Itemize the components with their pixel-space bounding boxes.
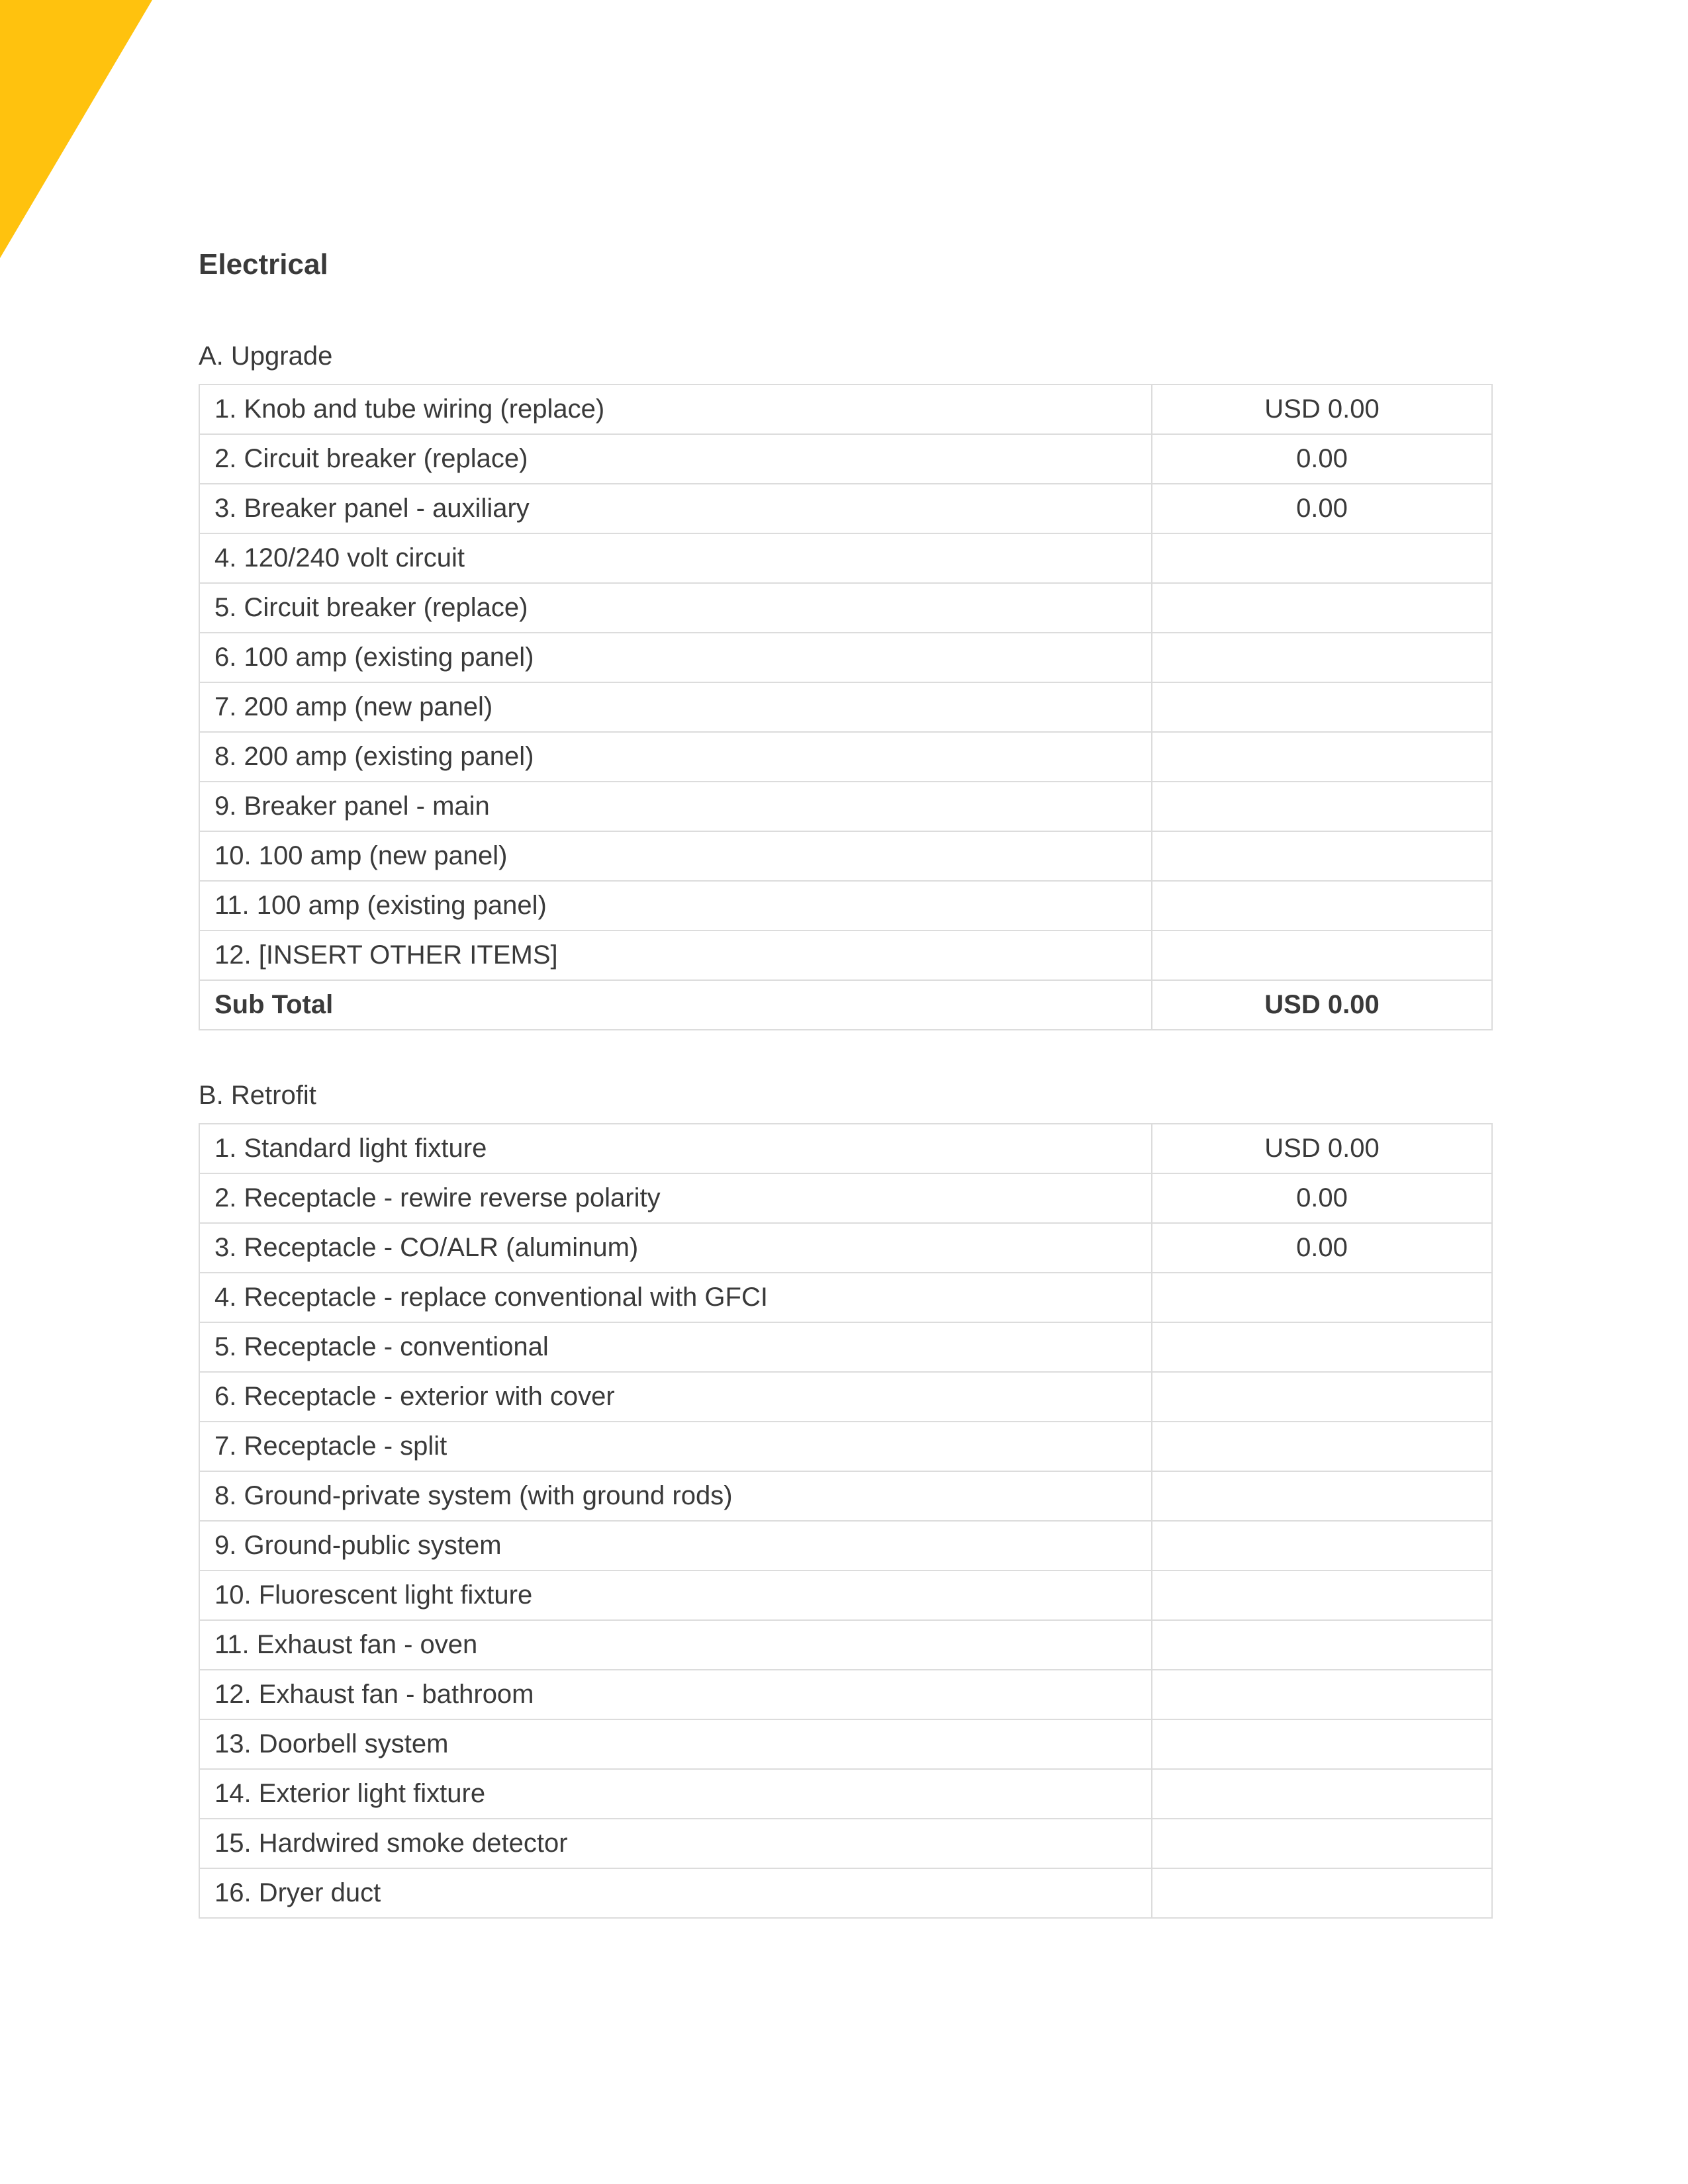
table-row	[199, 1471, 1492, 1521]
document-body	[199, 245, 1460, 1919]
amount-cell	[1152, 1521, 1492, 1570]
amount-cell	[1152, 931, 1492, 980]
item-cell: 11. Exhaust fan - oven	[199, 1620, 1152, 1670]
amount-cell	[1152, 1769, 1492, 1819]
amount-cell	[1152, 1719, 1492, 1769]
item-cell: 11. 100 amp (existing panel)	[199, 881, 1152, 931]
item-cell: 3. Receptacle - CO/ALR (aluminum)	[199, 1223, 1152, 1273]
item-cell: 16. Dryer duct	[199, 1868, 1152, 1918]
amount-cell	[1152, 1819, 1492, 1868]
subtotal-label: Sub Total	[199, 980, 1152, 1030]
item-cell: 8. Ground-private system (with ground rods)	[199, 1471, 1152, 1521]
amount-cell	[1152, 1322, 1492, 1372]
upgrade-table	[199, 384, 1493, 1030]
item-cell: 13. Doorbell system	[199, 1719, 1152, 1769]
item-cell: 5. Receptacle - conventional	[199, 1322, 1152, 1372]
table-row	[199, 1422, 1492, 1471]
amount-cell	[1152, 782, 1492, 831]
table-row	[199, 1570, 1492, 1620]
item-cell: 2. Circuit breaker (replace)	[199, 434, 1152, 484]
item-cell: 4. Receptacle - replace conventional with GFCI	[199, 1273, 1152, 1322]
corner-accent-shape	[0, 0, 152, 258]
item-cell: 4. 120/240 volt circuit	[199, 533, 1152, 583]
table-row	[199, 881, 1492, 931]
retrofit-table	[199, 1123, 1493, 1919]
item-cell: 8. 200 amp (existing panel)	[199, 732, 1152, 782]
table-row	[199, 1521, 1492, 1570]
table-row	[199, 1372, 1492, 1422]
amount-cell	[1152, 732, 1492, 782]
subtotal-row	[199, 980, 1492, 1030]
amount-cell	[1152, 1372, 1492, 1422]
item-cell: 9. Breaker panel - main	[199, 782, 1152, 831]
amount-cell	[1152, 831, 1492, 881]
table-row	[199, 484, 1492, 533]
amount-cell	[1152, 1471, 1492, 1521]
amount-cell	[1152, 682, 1492, 732]
table-row	[199, 434, 1492, 484]
table-row	[199, 1719, 1492, 1769]
corner-accent-stripe	[0, 0, 159, 265]
amount-cell	[1152, 633, 1492, 682]
item-cell: 12. [INSERT OTHER ITEMS]	[199, 931, 1152, 980]
table-row	[199, 1124, 1492, 1173]
table-row	[199, 1173, 1492, 1223]
item-cell: 7. 200 amp (new panel)	[199, 682, 1152, 732]
item-cell: 9. Ground-public system	[199, 1521, 1152, 1570]
table-row	[199, 1769, 1492, 1819]
amount-cell: USD 0.00	[1152, 1124, 1492, 1173]
amount-cell: 0.00	[1152, 484, 1492, 533]
amount-cell	[1152, 1273, 1492, 1322]
item-cell: 12. Exhaust fan - bathroom	[199, 1670, 1152, 1719]
item-cell: 10. 100 amp (new panel)	[199, 831, 1152, 881]
amount-cell: 0.00	[1152, 434, 1492, 484]
table-row	[199, 533, 1492, 583]
subtotal-amount: USD 0.00	[1152, 980, 1492, 1030]
amount-cell	[1152, 1570, 1492, 1620]
table-row	[199, 1273, 1492, 1322]
item-cell: 2. Receptacle - rewire reverse polarity	[199, 1173, 1152, 1223]
table-row	[199, 831, 1492, 881]
item-cell: 1. Standard light fixture	[199, 1124, 1152, 1173]
item-cell: 15. Hardwired smoke detector	[199, 1819, 1152, 1868]
amount-cell	[1152, 583, 1492, 633]
table-row	[199, 633, 1492, 682]
amount-cell	[1152, 1422, 1492, 1471]
item-cell: 3. Breaker panel - auxiliary	[199, 484, 1152, 533]
item-cell: 1. Knob and tube wiring (replace)	[199, 385, 1152, 434]
upgrade-subsection-label: A. Upgrade	[199, 341, 333, 371]
amount-cell	[1152, 881, 1492, 931]
item-cell: 10. Fluorescent light fixture	[199, 1570, 1152, 1620]
table-row	[199, 1620, 1492, 1670]
amount-cell	[1152, 533, 1492, 583]
item-cell: 7. Receptacle - split	[199, 1422, 1152, 1471]
item-cell: 6. 100 amp (existing panel)	[199, 633, 1152, 682]
amount-cell	[1152, 1620, 1492, 1670]
table-row	[199, 782, 1492, 831]
item-cell: 6. Receptacle - exterior with cover	[199, 1372, 1152, 1422]
table-row	[199, 1322, 1492, 1372]
table-row	[199, 682, 1492, 732]
table-row	[199, 1670, 1492, 1719]
section-title: Electrical	[199, 248, 328, 281]
table-row	[199, 385, 1492, 434]
table-row	[199, 732, 1492, 782]
amount-cell: 0.00	[1152, 1223, 1492, 1273]
table-row	[199, 931, 1492, 980]
retrofit-subsection-label: B. Retrofit	[199, 1081, 316, 1110]
amount-cell: USD 0.00	[1152, 385, 1492, 434]
item-cell: 14. Exterior light fixture	[199, 1769, 1152, 1819]
table-row	[199, 1868, 1492, 1918]
amount-cell	[1152, 1868, 1492, 1918]
table-row	[199, 1819, 1492, 1868]
item-cell: 5. Circuit breaker (replace)	[199, 583, 1152, 633]
table-row	[199, 1223, 1492, 1273]
table-row	[199, 583, 1492, 633]
amount-cell	[1152, 1670, 1492, 1719]
amount-cell: 0.00	[1152, 1173, 1492, 1223]
